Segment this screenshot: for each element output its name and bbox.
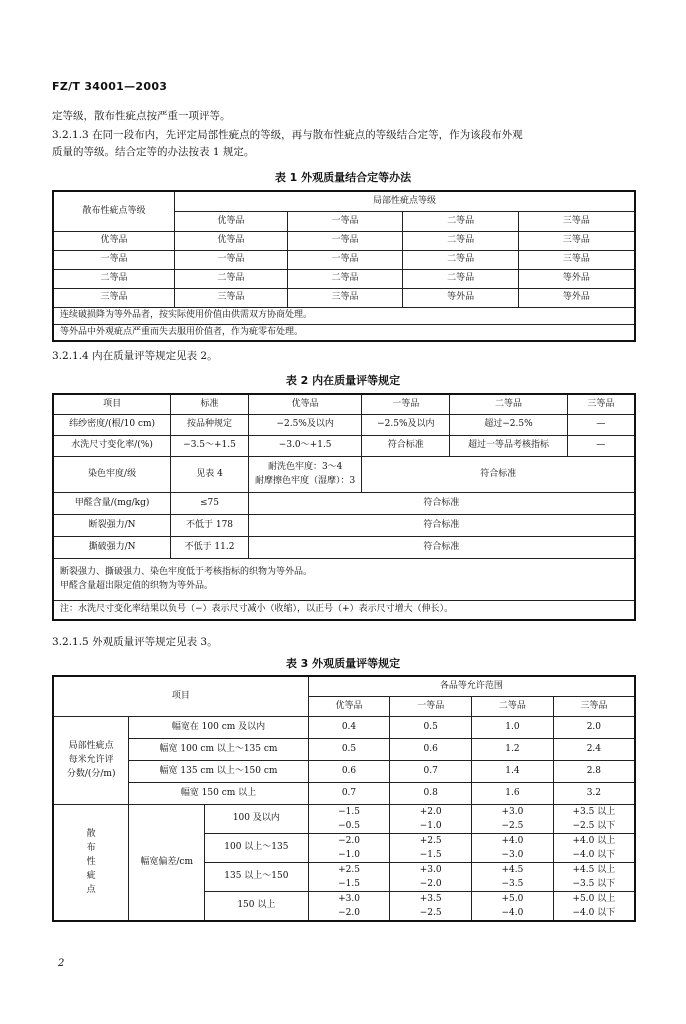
table-row bbox=[53, 269, 635, 288]
table1-col-group: 局部性疵点等级 bbox=[175, 191, 635, 211]
table1-cell: 二等品 bbox=[175, 269, 288, 288]
table2-header: 一等品 bbox=[362, 394, 450, 414]
table3-caption: 表 3 外观质量评等规定 bbox=[285, 657, 401, 670]
table-row bbox=[53, 804, 635, 833]
table3-scatter-label bbox=[53, 804, 129, 921]
table1-note: 等外品中外观疵点严重而失去服用价值者，作为疵零布处理。 bbox=[53, 324, 635, 341]
table-row bbox=[53, 288, 635, 307]
table3-cell: 3.2 bbox=[553, 782, 635, 804]
table-row bbox=[53, 782, 635, 804]
table3-width: 幅宽在 100 cm 及以内 bbox=[129, 716, 308, 738]
table3-cell: +4.5 以上 −3.5 以下 bbox=[553, 862, 635, 891]
table2-header: 项目 bbox=[53, 394, 171, 414]
table3-cell: 0.5 bbox=[308, 738, 390, 760]
table2-note: 甲醛含量超出限定值的织物为等外品。 bbox=[60, 581, 214, 591]
table3-cell: +5.0 −4.0 bbox=[472, 891, 554, 921]
table3-cell: +4.0 −3.0 bbox=[472, 833, 554, 862]
table3-cell: 0.6 bbox=[308, 760, 390, 782]
table1-cell: 一等品 bbox=[287, 231, 403, 250]
table3-cell: +4.5 −3.5 bbox=[472, 862, 554, 891]
table1-row-label: 三等品 bbox=[53, 288, 175, 307]
table3-cell: +3.0 −2.5 bbox=[472, 804, 554, 833]
table3-range: 150 以上 bbox=[205, 891, 309, 921]
table-row bbox=[53, 492, 635, 514]
table3-cell: +5.0 以上 −4.0 以下 bbox=[553, 891, 635, 921]
table-row bbox=[53, 716, 635, 738]
table-row bbox=[53, 250, 635, 269]
standard-number: FZ/T 34001—2003 bbox=[52, 80, 168, 93]
table3-range: 100 及以内 bbox=[205, 804, 309, 833]
table-row bbox=[53, 536, 635, 558]
scatter-label-char: 散 bbox=[86, 829, 96, 839]
scatter-label-char: 性 bbox=[86, 857, 96, 867]
table3-cell: 0.7 bbox=[390, 760, 472, 782]
table3-width: 幅宽 150 cm 以上 bbox=[129, 782, 308, 804]
table3-col: 二等品 bbox=[472, 696, 554, 716]
table3-cell: +3.5 −2.5 bbox=[390, 891, 472, 921]
table1-cell: 等外品 bbox=[403, 288, 519, 307]
table2-std: ≤75 bbox=[171, 492, 249, 514]
table3-cell: −1.5 −0.5 bbox=[308, 804, 390, 833]
table2-item: 染色牢度/级 bbox=[53, 456, 171, 492]
table1-cell: 三等品 bbox=[518, 250, 635, 269]
table1-row-label: 一等品 bbox=[53, 250, 175, 269]
table2-header: 标准 bbox=[171, 394, 249, 414]
table1-cell: 三等品 bbox=[518, 231, 635, 250]
table1-note: 连续破损降为等外品者，按实际使用价值由供需双方协商处理。 bbox=[53, 307, 635, 324]
table2-item: 撕破强力/N bbox=[53, 536, 171, 558]
table2-cell: 符合标准 bbox=[362, 456, 635, 492]
table2-cell: — bbox=[567, 414, 635, 435]
table1-row-label: 优等品 bbox=[53, 231, 175, 250]
table2-caption: 表 2 内在质量评等规定 bbox=[285, 374, 401, 387]
table-row bbox=[53, 231, 635, 250]
local-label-line: 分数/(分/m) bbox=[66, 769, 116, 779]
table3-cell: 0.4 bbox=[308, 716, 390, 738]
table-row bbox=[53, 435, 635, 456]
table3-group-header: 各品等允许范围 bbox=[308, 676, 635, 696]
table3-cell: 2.4 bbox=[553, 738, 635, 760]
table3-col: 三等品 bbox=[553, 696, 635, 716]
table3-cell: 1.0 bbox=[472, 716, 554, 738]
table3-cell: +3.0 −2.0 bbox=[390, 862, 472, 891]
table1-cell: 二等品 bbox=[403, 250, 519, 269]
table1-row-header: 散布性疵点等级 bbox=[53, 191, 175, 231]
wash-fastness: 耐洗色牢度：3～4 bbox=[267, 462, 343, 472]
table2-cell: 超过一等品考核指标 bbox=[450, 435, 568, 456]
clause-3214: 3.2.1.4 内在质量评等规定见表 2。 bbox=[52, 350, 218, 362]
table1-cell: 优等品 bbox=[175, 231, 288, 250]
table2-cell: −2.5%及以内 bbox=[248, 414, 362, 435]
table1-col: 二等品 bbox=[403, 211, 519, 231]
table1-col: 优等品 bbox=[175, 211, 288, 231]
table3-cell: 1.4 bbox=[472, 760, 554, 782]
table3-cell: 2.0 bbox=[553, 716, 635, 738]
table1-caption: 表 1 外观质量结合定等办法 bbox=[274, 171, 412, 184]
table2-cell: 符合标准 bbox=[248, 536, 635, 558]
table3-width-dev: 幅宽偏差/cm bbox=[129, 804, 205, 921]
table-row bbox=[53, 456, 635, 492]
table2-std: 不低于 11.2 bbox=[171, 536, 249, 558]
clause-3213-line1: 3.2.1.3 在同一段布内，先评定局部性疵点的等级，再与散布性疵点的等级结合定等，作为该段布外观 bbox=[52, 129, 523, 141]
table3-local-label bbox=[53, 716, 129, 804]
table3-cell: +3.5 以上 −2.5 以下 bbox=[553, 804, 635, 833]
table3-cell: 0.6 bbox=[390, 738, 472, 760]
table1-cell: 二等品 bbox=[287, 269, 403, 288]
clause-3215: 3.2.1.5 外观质量评等规定见表 3。 bbox=[52, 636, 218, 648]
table2-item: 断裂强力/N bbox=[53, 514, 171, 536]
table1-cell: 二等品 bbox=[403, 269, 519, 288]
clause-3213-line2: 质量的等级。结合定等的办法按表 1 规定。 bbox=[52, 146, 255, 158]
table3-width: 幅宽 135 cm 以上～150 cm bbox=[129, 760, 308, 782]
table1-cell: 三等品 bbox=[287, 288, 403, 307]
table3-cell: 0.8 bbox=[390, 782, 472, 804]
table3 bbox=[52, 675, 636, 922]
table3-item-header: 项目 bbox=[53, 676, 308, 716]
table3-cell: +3.0 −2.0 bbox=[308, 891, 390, 921]
table3-cell: +2.5 −1.5 bbox=[390, 833, 472, 862]
table2-item: 水洗尺寸变化率/(%) bbox=[53, 435, 171, 456]
table2-notes bbox=[53, 558, 635, 600]
table3-width: 幅宽 100 cm 以上～135 cm bbox=[129, 738, 308, 760]
table1-row-label: 二等品 bbox=[53, 269, 175, 288]
table3-cell: +2.5 −1.5 bbox=[308, 862, 390, 891]
scatter-label-char: 布 bbox=[86, 843, 96, 853]
table3-cell: +2.0 −1.0 bbox=[390, 804, 472, 833]
table1-cell: 等外品 bbox=[518, 269, 635, 288]
table1-col: 一等品 bbox=[287, 211, 403, 231]
table3-cell: +4.0 以上 −4.0 以下 bbox=[553, 833, 635, 862]
table2-cell: −2.5%及以内 bbox=[362, 414, 450, 435]
table1-cell: 三等品 bbox=[175, 288, 288, 307]
table1 bbox=[52, 190, 636, 342]
table-row bbox=[53, 738, 635, 760]
table3-range: 135 以上～150 bbox=[205, 862, 309, 891]
scatter-label-char: 点 bbox=[86, 885, 96, 895]
table2-std: 不低于 178 bbox=[171, 514, 249, 536]
table3-col: 一等品 bbox=[390, 696, 472, 716]
table2-header: 二等品 bbox=[450, 394, 568, 414]
table2-std: −3.5～+1.5 bbox=[171, 435, 249, 456]
table2-item: 纬纱密度/(根/10 cm) bbox=[53, 414, 171, 435]
local-label-line: 每米允许评 bbox=[68, 755, 114, 765]
table2-item: 甲醛含量/(mg/kg) bbox=[53, 492, 171, 514]
table2-cell: — bbox=[567, 435, 635, 456]
table2-std: 按品种规定 bbox=[171, 414, 249, 435]
table2-colorfastness bbox=[248, 456, 362, 492]
table1-cell: 二等品 bbox=[403, 231, 519, 250]
table3-range: 100 以上～135 bbox=[205, 833, 309, 862]
local-label-line: 局部性疵点 bbox=[68, 741, 114, 751]
rub-fastness: 耐摩擦色牢度（湿摩）：3 bbox=[255, 476, 356, 486]
table2 bbox=[52, 393, 636, 621]
table2-cell: 符合标准 bbox=[362, 435, 450, 456]
table3-cell: 0.7 bbox=[308, 782, 390, 804]
table2-note: 断裂强力、撕破强力、染色牢度低于考核指标的织物为等外品。 bbox=[60, 567, 313, 577]
table3-cell: −2.0 −1.0 bbox=[308, 833, 390, 862]
table-row bbox=[53, 514, 635, 536]
table3-cell: 1.2 bbox=[472, 738, 554, 760]
table1-cell: 一等品 bbox=[175, 250, 288, 269]
table2-cell: −3.0～+1.5 bbox=[248, 435, 362, 456]
paragraph-continuation: 定等级，散布性疵点按严重一项评等。 bbox=[52, 110, 231, 122]
table1-cell: 等外品 bbox=[518, 288, 635, 307]
table2-cell: 超过−2.5% bbox=[450, 414, 568, 435]
table2-header: 优等品 bbox=[248, 394, 362, 414]
table3-cell: 0.5 bbox=[390, 716, 472, 738]
table3-cell: 1.6 bbox=[472, 782, 554, 804]
table2-header: 三等品 bbox=[567, 394, 635, 414]
table2-cell: 符合标准 bbox=[248, 492, 635, 514]
table1-col: 三等品 bbox=[518, 211, 635, 231]
table2-std: 见表 4 bbox=[171, 456, 249, 492]
scatter-label-char: 疵 bbox=[86, 871, 96, 881]
page-number: 2 bbox=[58, 958, 65, 969]
table2-note: 注：水洗尺寸变化率结果以负号（−）表示尺寸减小（收缩），以正号（+）表示尺寸增大（伸长）。 bbox=[53, 600, 635, 620]
table-row bbox=[53, 760, 635, 782]
table3-col: 优等品 bbox=[308, 696, 390, 716]
table2-cell: 符合标准 bbox=[248, 514, 635, 536]
table-row bbox=[53, 414, 635, 435]
table1-cell: 一等品 bbox=[287, 250, 403, 269]
table3-cell: 2.8 bbox=[553, 760, 635, 782]
